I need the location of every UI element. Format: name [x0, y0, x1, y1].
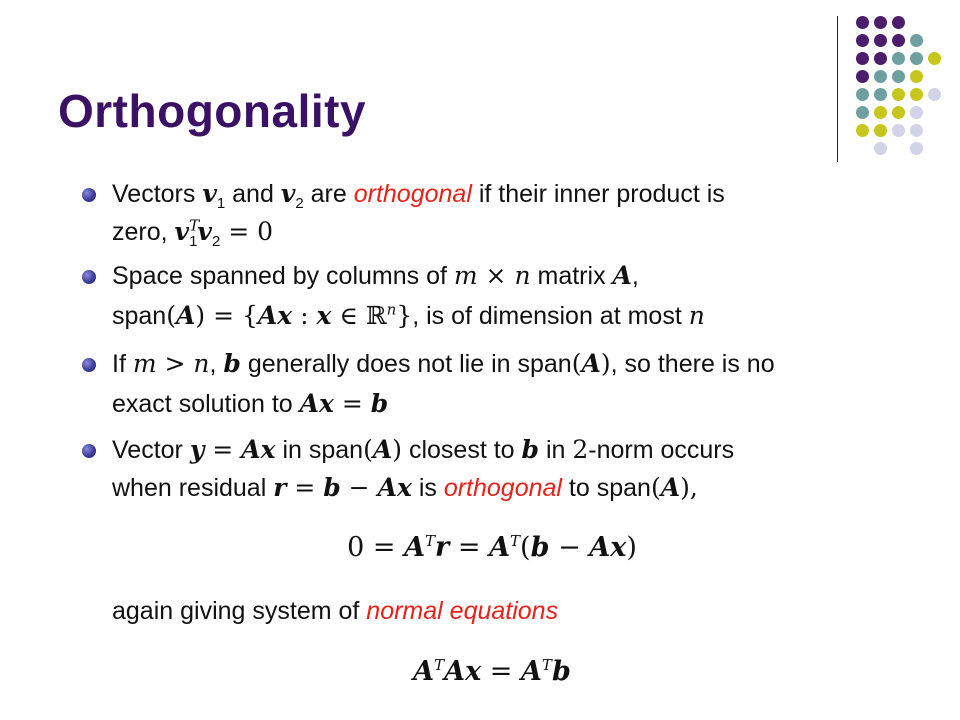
text: Vectors — [112, 180, 203, 208]
bullet-icon — [82, 444, 96, 458]
math-v: v — [174, 217, 190, 246]
text: , — [209, 350, 224, 378]
dot — [874, 124, 887, 137]
dot — [928, 52, 941, 65]
dot — [892, 52, 905, 65]
math-A: A — [372, 435, 393, 464]
text: -norm occurs — [588, 436, 735, 464]
math-y: y — [189, 435, 205, 464]
dot — [928, 88, 941, 101]
superscript: T — [510, 532, 521, 550]
superscript: T — [425, 532, 436, 550]
math-b: b — [521, 435, 539, 464]
bullet-2-line-1 — [112, 258, 902, 294]
bullet-1-line-1 — [112, 176, 902, 212]
dot — [910, 88, 923, 101]
math-paren: ( — [520, 532, 531, 563]
math-paren: ) — [626, 532, 637, 563]
math-Ax: Ax — [257, 301, 293, 330]
bullet-icon — [82, 188, 96, 202]
dot — [856, 106, 869, 119]
math-b: b — [530, 532, 550, 563]
dot — [910, 52, 923, 65]
dot — [910, 70, 923, 83]
math-gt: > — [156, 349, 194, 378]
bullet-2-line-2 — [112, 298, 902, 334]
dot — [910, 124, 923, 137]
text: are — [303, 180, 354, 208]
page-title: Orthogonality — [58, 85, 367, 137]
math-v1: v — [202, 179, 217, 208]
text: span — [112, 302, 167, 330]
math-A: A — [489, 532, 511, 563]
emphasis-orthogonal: orthogonal — [353, 180, 472, 208]
dot — [856, 124, 869, 137]
math-two: 2 — [572, 435, 589, 464]
math-paren: ) — [600, 349, 611, 378]
text: , — [631, 262, 639, 290]
math-paren: ( — [650, 473, 661, 502]
math-Ax: Ax — [299, 389, 334, 418]
subscript: 1 — [216, 195, 226, 212]
dot — [874, 34, 887, 47]
math-Ax: Ax — [444, 656, 482, 687]
math-paren: ( — [363, 435, 373, 464]
math-r: r — [435, 532, 450, 563]
superscript: T — [189, 216, 200, 235]
dot — [874, 142, 887, 155]
math-n: n — [514, 261, 531, 290]
emphasis-orthogonal: orthogonal — [443, 474, 562, 502]
subscript: 1 — [189, 233, 198, 250]
dot — [856, 16, 869, 29]
math-A: A — [612, 261, 632, 290]
math-n: n — [193, 349, 210, 378]
math-equals-zero: = 0 — [220, 217, 274, 246]
text: generally does not lie in span — [240, 350, 572, 378]
math-equals: = — [333, 389, 371, 418]
math-colon: : — [292, 301, 317, 330]
math-A: A — [660, 473, 681, 502]
math-A: A — [404, 532, 426, 563]
text: is — [411, 474, 444, 502]
math-b: b — [370, 389, 389, 418]
superscript: T — [541, 656, 552, 674]
subscript: 2 — [295, 195, 304, 212]
text: exact solution to — [112, 390, 300, 418]
math-m: m — [132, 349, 157, 378]
math-A: A — [581, 349, 601, 378]
math-A: A — [520, 656, 542, 687]
text: when residual — [112, 474, 274, 502]
text: Vector — [112, 436, 190, 464]
bullet-4-line-1 — [112, 432, 902, 468]
math-paren: ), — [680, 473, 698, 502]
bullet-1-line-2 — [112, 214, 902, 250]
bullet-4-line-2 — [112, 470, 902, 506]
math-paren: ) — [392, 435, 403, 464]
equation-normal-equations — [82, 654, 902, 689]
text: Space spanned by columns of — [112, 262, 454, 290]
text: If — [112, 350, 133, 378]
dot — [856, 70, 869, 83]
math-paren: ( — [166, 301, 176, 330]
dot — [874, 106, 887, 119]
text: in — [539, 436, 573, 464]
math-equals: = — [204, 435, 242, 464]
math-zero: 0 = — [347, 532, 405, 563]
dot — [892, 34, 905, 47]
math-b: b — [223, 349, 241, 378]
text: to span — [561, 474, 651, 502]
text: matrix — [530, 262, 613, 290]
dot — [910, 34, 923, 47]
dot — [856, 88, 869, 101]
math-A: A — [413, 656, 435, 687]
math-equals: = — [449, 532, 490, 563]
emphasis-normal-equations: normal equations — [366, 597, 559, 625]
superscript: n — [386, 300, 397, 319]
math-Ax: Ax — [241, 435, 276, 464]
bullet-3-line-2 — [112, 386, 902, 422]
math-minus: − — [549, 532, 590, 563]
dot — [910, 106, 923, 119]
equation-orthogonal-residual — [82, 530, 902, 565]
divider-line — [837, 16, 838, 162]
bullet-icon — [82, 270, 96, 284]
math-b: b — [323, 473, 341, 502]
text: , so there is no — [610, 350, 775, 378]
math-times: × — [477, 261, 515, 290]
math-equals-brace: = { — [205, 301, 258, 330]
math-r: r — [273, 473, 287, 502]
dot — [874, 88, 887, 101]
dot — [892, 70, 905, 83]
dot — [874, 16, 887, 29]
dot — [892, 124, 905, 137]
text: closest to — [402, 436, 522, 464]
text: and — [225, 180, 281, 208]
dot — [856, 34, 869, 47]
bullet-3-line-1 — [112, 346, 902, 382]
math-paren: ) — [195, 301, 206, 330]
math-brace: } — [396, 301, 413, 330]
math-minus: − — [340, 473, 378, 502]
dot — [892, 16, 905, 29]
dot — [892, 88, 905, 101]
math-m: m — [453, 261, 478, 290]
math-v: v — [197, 217, 212, 246]
math-v2: v — [280, 179, 296, 208]
math-equals: = — [481, 656, 521, 687]
text: zero, — [112, 218, 175, 246]
text: in span — [275, 436, 364, 464]
math-equals: = — [286, 473, 324, 502]
math-b: b — [551, 656, 571, 687]
subscript: 2 — [211, 233, 221, 250]
dot — [874, 70, 887, 83]
math-x: x — [316, 301, 332, 330]
normal-equations-intro — [112, 594, 558, 629]
math-in: ∈ — [331, 301, 366, 330]
math-n: n — [688, 301, 705, 330]
dot — [856, 52, 869, 65]
dot — [910, 142, 923, 155]
superscript: T — [434, 656, 445, 674]
text: if their inner product is — [471, 180, 725, 208]
math-Ax: Ax — [589, 532, 627, 563]
dot — [874, 52, 887, 65]
math-Ax: Ax — [377, 473, 412, 502]
dot — [892, 106, 905, 119]
text: , is of dimension at most — [412, 302, 689, 330]
math-A: A — [175, 301, 196, 330]
text: again giving system of — [112, 597, 367, 625]
math-reals: ℝ — [365, 301, 387, 330]
bullet-icon — [82, 358, 96, 372]
math-paren: ( — [571, 349, 582, 378]
